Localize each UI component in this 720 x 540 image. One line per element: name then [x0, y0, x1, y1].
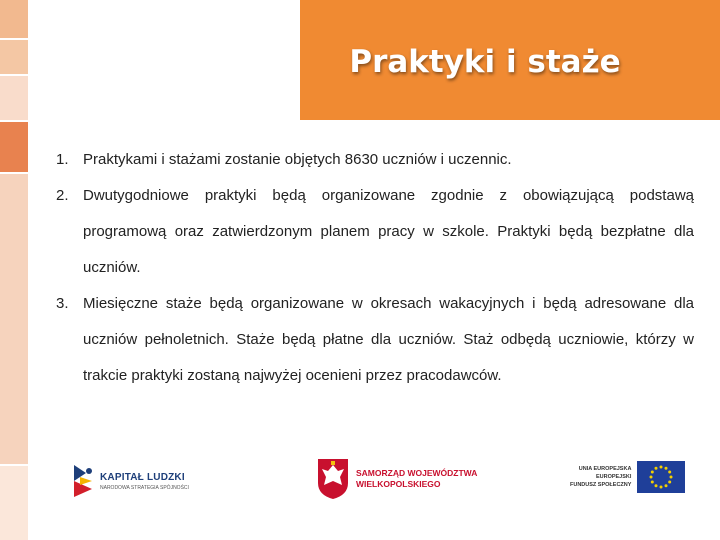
list-item-number: 1.	[56, 151, 69, 168]
eu-line3: FUNDUSZ SPOŁECZNY	[570, 482, 632, 488]
samorzad-logo	[316, 457, 477, 501]
kapital-ludzki-subtitle: NARODOWA STRATEGIA SPÓJNOŚCI	[100, 484, 189, 491]
list-item-text: Miesięczne staże będą organizowane w okresach wakacyjnych i będą adresowane dla uczniów pełnoletnich. Staże będą płatne dla uczniów. Staż odbędą uczniowie, którzy w trakcie praktyki zostaną najwyżej ocenieni przez pracodawców.	[83, 295, 694, 384]
list-item-text: Praktykami i stażami zostanie objętych 8630 uczniów i uczennic.	[83, 151, 512, 168]
list-item-number: 2.	[56, 187, 69, 204]
slide-title: Praktyki i staże	[349, 44, 621, 80]
list-item	[56, 286, 694, 394]
eu-logo	[570, 461, 685, 493]
list-item	[56, 178, 694, 286]
samorzad-line1: SAMORZĄD WOJEWÓDZTWA	[356, 468, 478, 478]
samorzad-line2: WIELKOPOLSKIEGO	[356, 479, 441, 489]
list-item-number: 3.	[56, 295, 69, 312]
kapital-ludzki-logo	[72, 463, 189, 499]
footer-logos	[0, 455, 720, 515]
list-item	[56, 142, 694, 178]
eu-flag-icon	[637, 461, 685, 493]
kapital-ludzki-name: KAPITAŁ LUDZKI	[100, 471, 185, 483]
kapital-ludzki-mark-icon	[72, 463, 94, 499]
list-item-text: Dwutygodniowe praktyki będą organizowane zgodnie z obowiązującą podstawą programową oraz zatwierdzonym planem pracy w szkole. Praktyki będą bezpłatne dla uczniów.	[83, 187, 694, 276]
eu-line1: UNIA EUROPEJSKA	[578, 466, 632, 472]
eu-line2: EUROPEJSKI	[595, 474, 632, 480]
crest-eagle-icon	[316, 457, 350, 501]
content-list	[56, 142, 694, 394]
